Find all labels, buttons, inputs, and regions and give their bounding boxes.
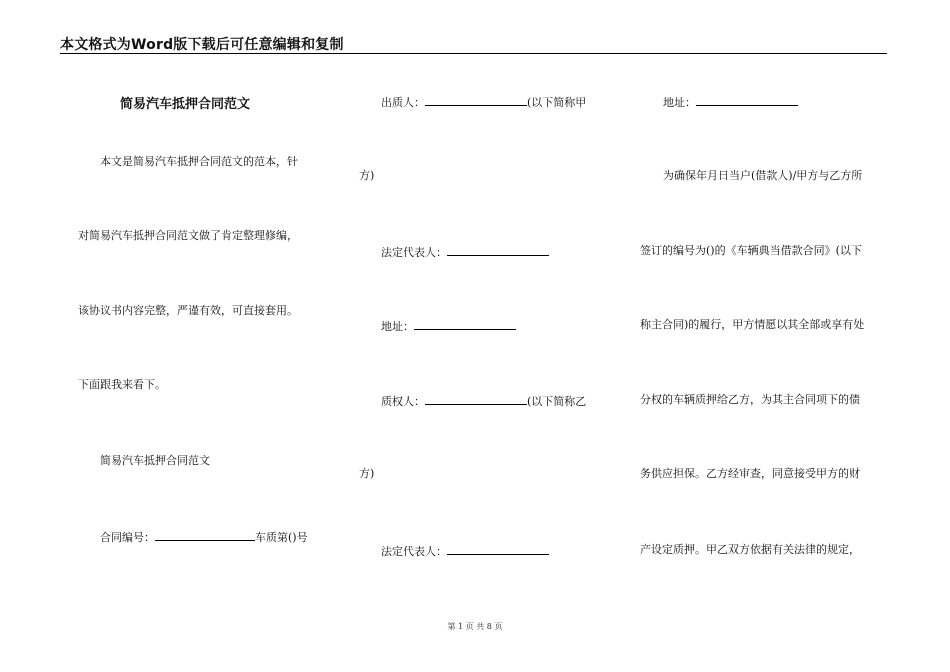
legal-rep-2-line [381,543,549,559]
contract-number-blank [155,529,255,541]
intro-line-4: 下面跟我来看下。 [78,378,166,391]
pledgor-wrap: 方) [359,169,375,182]
contract-subtitle: 简易汽车抵押合同范文 [100,454,210,467]
legal-rep-2-label: 法定代表人： [381,545,447,558]
contract-number-line [100,529,308,545]
body-line-4: 分权的车辆质押给乙方，为其主合同项下的债 [640,393,860,406]
address-2-line [663,94,798,110]
pledgee-label: 质权人： [381,395,425,408]
pledgor-line [381,94,586,110]
legal-rep-2-blank [447,543,549,555]
legal-rep-1-blank [447,244,549,256]
intro-line-1: 本文是简易汽车抵押合同范文的范本，针 [100,155,298,168]
body-line-6: 产设定质押。甲乙双方依据有关法律的规定， [640,543,860,556]
legal-rep-1-label: 法定代表人： [381,246,447,259]
page-number: 第 1 页 共 8 页 [447,622,503,631]
legal-rep-1-line [381,244,549,260]
body-line-3: 称主合同)的履行，甲方情愿以其全部或享有处 [640,318,865,331]
body-line-2: 签订的编号为()的《车辆典当借款合同》(以下 [640,244,862,257]
header-divider [60,53,887,54]
intro-line-2: 对简易汽车抵押合同范文做了肯定整理修编， [78,229,298,242]
contract-number-label: 合同编号： [100,531,155,544]
document-title: 简易汽车抵押合同范文 [120,97,251,112]
pledgee-suffix: (以下简称乙 [527,395,587,408]
pledgor-label: 出质人： [381,96,425,109]
address-2-blank [696,94,798,106]
address-2-label: 地址： [663,96,696,109]
pledgee-line [381,393,586,409]
pledgee-blank [425,393,527,405]
address-1-label: 地址： [381,320,414,333]
address-1-blank [414,318,516,330]
contract-number-suffix: 车质第()号 [255,531,308,544]
body-line-1: 为确保年月日当户(借款人)/甲方与乙方所 [663,169,863,182]
body-line-5: 务供应担保。乙方经审查，同意接受甲方的财 [640,467,860,480]
intro-line-3: 该协议书内容完整，严谨有效，可直接套用。 [78,304,298,317]
pledgee-wrap: 方) [359,467,375,480]
pledgor-suffix: (以下简称甲 [527,96,587,109]
header-title: 本文格式为Word版下载后可任意编辑和复制 [60,37,344,53]
address-1-line [381,318,516,334]
pledgor-blank [425,94,527,106]
